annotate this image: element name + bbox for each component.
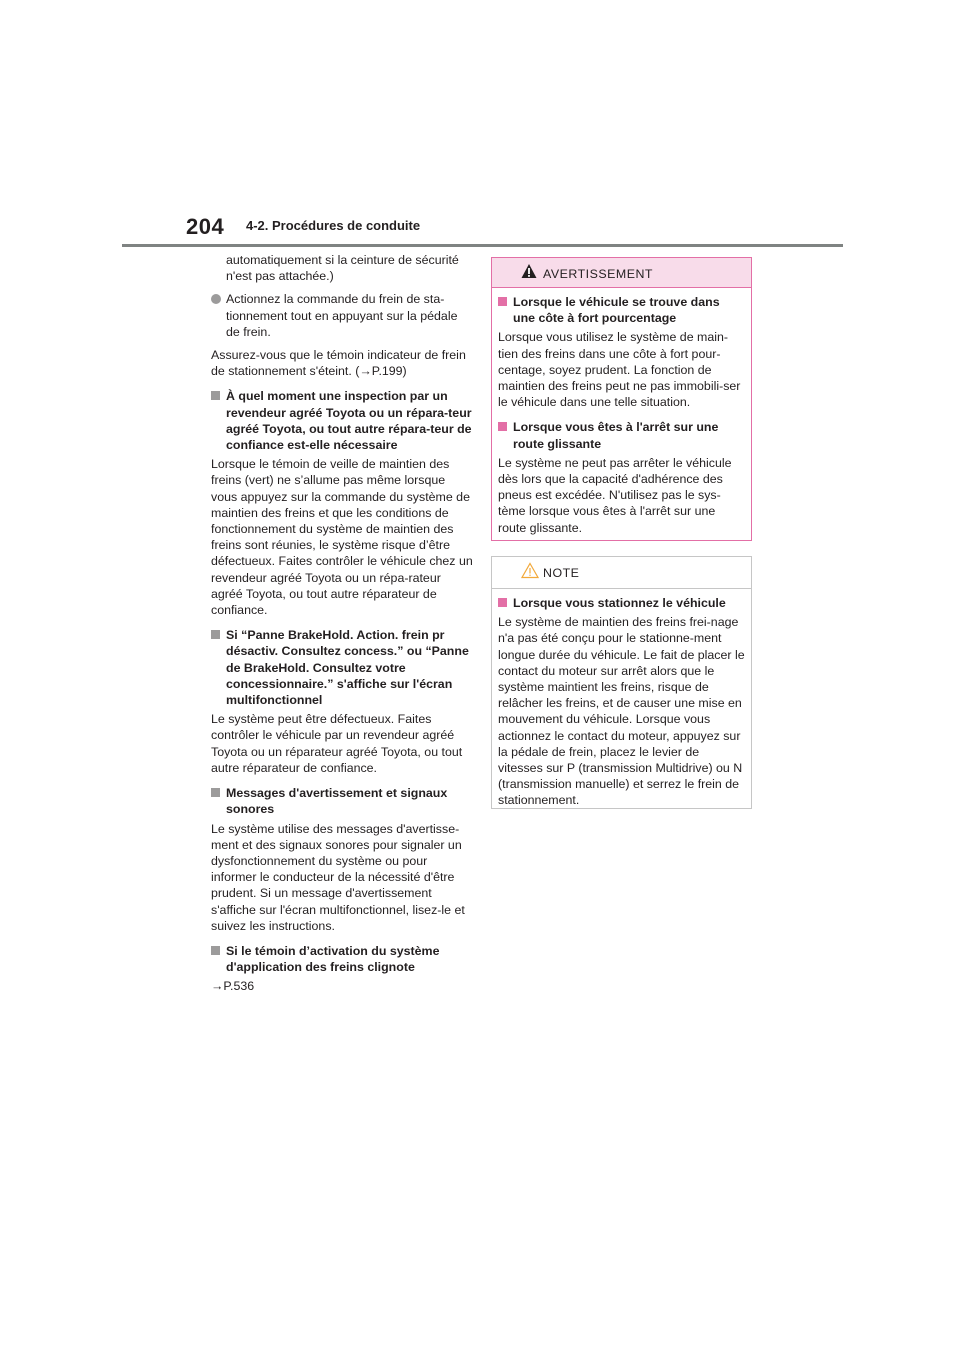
left-column [211, 252, 473, 1002]
header-divider [122, 244, 843, 247]
warning-text: Lorsque vous utilisez le système de main-tien des freins dans une côte à fort pour-centage, soyez prudent. La fonction de maintien des freins peut ne pas immobili-ser le véhicule dans une telle situation. [498, 330, 741, 410]
square-bullet-icon [498, 297, 507, 306]
warning-text: Le système ne peut pas arrêter le véhicule dès lors que la capacité d'adhérence des pneus est excédée. N'utilisez pas le sys-tème lorsque vous êtes à l'arrêt sur une route glissante. [498, 455, 732, 535]
section-body: Lorsque le témoin de veille de maintien des freins (vert) ne s’allume pas même lorsque vous appuyez sur la commande du système de maintien des freins et que les conditions de fonctionnement du système de maintien des freins sont réunies, le système risque d’être défectueux. Faites contrôler le véhicule chez un revendeur agréé Toyota ou un répa-rateur agréé Toyota, ou tout autre réparateur de confiance. [211, 457, 473, 618]
section-heading [211, 785, 473, 817]
warning-heading-text: Lorsque vous êtes à l'arrêt sur une route glissante [513, 420, 719, 451]
section-heading [211, 943, 473, 975]
section-heading [211, 388, 473, 453]
page-reference-link[interactable]: →P.536 [211, 979, 255, 994]
section-heading [211, 627, 473, 708]
warning-box-header [492, 258, 751, 288]
section-title: 4-2. Procédures de conduite [246, 218, 421, 233]
bullet-dot-icon [211, 294, 221, 304]
note-box-title: NOTE [543, 566, 580, 580]
warning-triangle-icon [521, 263, 537, 279]
warning-box-title: AVERTISSEMENT [543, 267, 654, 281]
square-bullet-icon [498, 422, 507, 431]
note-text: Le système de maintien des freins frei-nage n'a pas été conçu pour le stationne-ment longue durée du véhicule. Le fait de placer le contact du moteur sur arrêt alors que le système maintient les freins, risque de relâcher les freins, et de causer une mise en mouvement du véhicule. Lorsque vous actionnez le contact du moteur, appuyez sur la pédale de frein, placez le levier de vitesses sur P (transmission Multidrive) ou N (transmission manuelle) et serrez le frein de stationnement. [498, 615, 745, 808]
section-body: Le système utilise des messages d'avertisse-ment et des signaux sonores pour signaler un dysfonctionnement du système ou pour informer le conducteur de la nécessité d'être prudent. Si un message d'avertissement s'affiche sur l'écran multifonctionnel, lisez-le et suivez les instructions. [211, 821, 465, 933]
section-heading-text: À quel moment une inspection par un revendeur agréé Toyota ou un répara-teur agréé Toyota, ou tout autre répara-teur de confiance est-elle nécessaire [226, 389, 472, 453]
warning-box-body [492, 288, 751, 536]
warning-heading-text: Lorsque le véhicule se trouve dans une côte à fort pourcentage [513, 295, 720, 326]
warning-heading [498, 294, 745, 326]
bullet-text: Actionnez la commande du frein de sta-tionnement tout en appuyant sur la pédale de frein. [226, 292, 458, 339]
note-box-body [492, 589, 751, 809]
note-heading [498, 595, 745, 611]
square-bullet-icon [211, 788, 220, 797]
page-number: 204 [186, 214, 225, 239]
warning-heading [498, 419, 745, 451]
square-bullet-icon [211, 630, 220, 639]
square-bullet-icon [211, 391, 220, 400]
continuation-text: automatiquement si la ceinture de sécurité n'est pas attachée.) [226, 253, 459, 284]
bullet-followup: Assurez-vous que le témoin indicateur de frein de stationnement s'éteint. (→P.199) [211, 348, 466, 379]
warning-box [491, 257, 752, 541]
bullet-item [211, 291, 473, 340]
section-heading-text: Si le témoin d’activation du système d'application des freins clignote [226, 943, 440, 975]
section-heading-text: Messages d'avertissement et signaux sonores [226, 786, 448, 817]
section-body: Le système peut être défectueux. Faites contrôler le véhicule par un revendeur agréé Toyota ou un réparateur agréé Toyota, ou tout autre réparateur de confiance. [211, 712, 463, 775]
caution-triangle-outline-icon [521, 562, 539, 579]
note-heading-text: Lorsque vous stationnez le véhicule [513, 596, 726, 610]
note-box [491, 556, 752, 809]
square-bullet-icon [211, 946, 220, 955]
note-box-header [492, 557, 751, 589]
square-bullet-icon [498, 598, 507, 607]
section-heading-text: Si “Panne BrakeHold. Action. frein pr désactiv. Consultez concess.” ou “Panne de BrakeHold. Consultez votre concessionnaire.” s'affiche sur l'écran multifonctionnel [226, 628, 469, 708]
